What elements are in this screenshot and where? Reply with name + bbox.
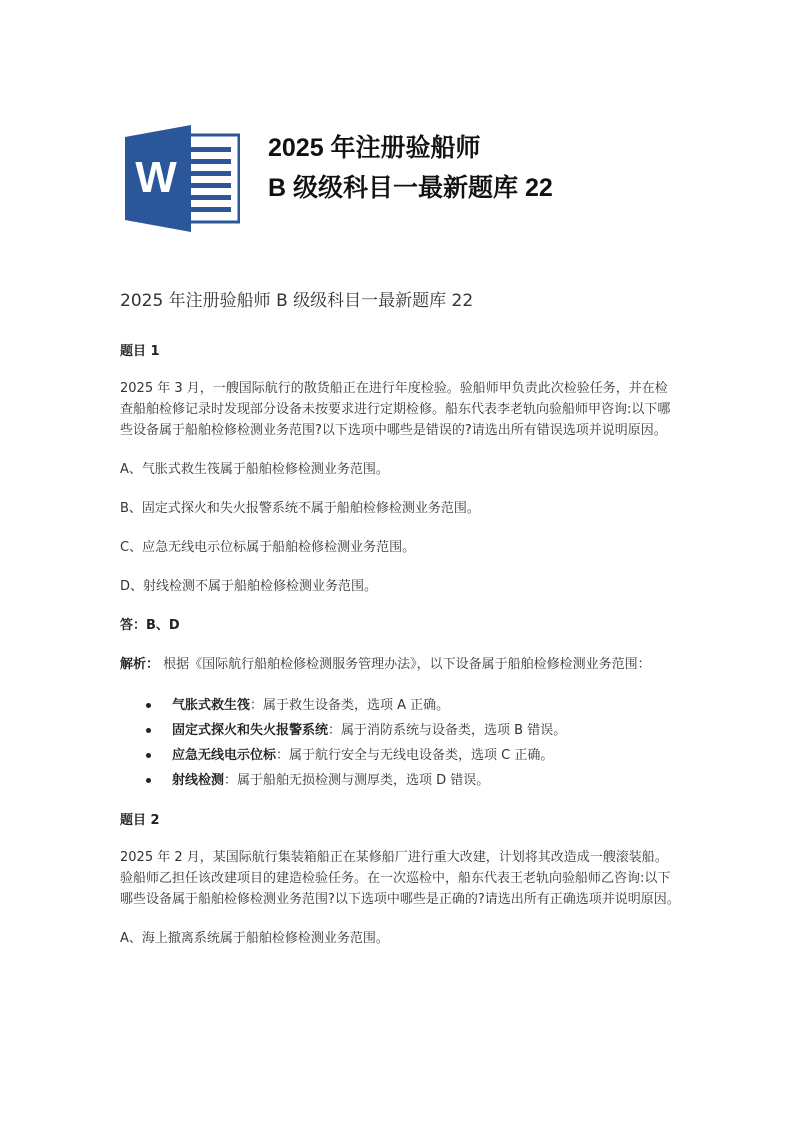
answer: 答：B、D — [120, 618, 180, 633]
list-item — [120, 693, 680, 718]
bullet-icon — [146, 778, 151, 783]
word-logo-icon — [125, 125, 240, 232]
bullet-text: ：属于救生设备类，选项 A 正确。 — [250, 698, 450, 713]
cover-section — [0, 0, 793, 260]
option-c: C、应急无线电示位标属于船舶检修检测业务范围。 — [120, 540, 416, 555]
bullet-icon — [146, 728, 151, 733]
cover-title-line1: 2025 年注册验船师 — [268, 134, 481, 162]
bullet-text: ：属于消防系统与设备类，选项 B 错误。 — [328, 723, 567, 738]
option-b: B、固定式探火和失火报警系统不属于船舶检修检测业务范围。 — [120, 501, 480, 516]
question-heading: 题目 2 — [120, 813, 160, 828]
question-heading: 题目 1 — [120, 344, 160, 359]
question-1 — [120, 342, 680, 793]
analysis — [120, 654, 680, 675]
analysis-bullet-list — [120, 693, 680, 793]
list-item — [120, 768, 680, 793]
option-d: D、射线检测不属于船舶检修检测业务范围。 — [120, 579, 378, 594]
cover-title — [268, 128, 553, 208]
list-item — [120, 718, 680, 743]
option-a: A、气胀式救生筏属于船舶检修检测业务范围。 — [120, 462, 389, 477]
analysis-text: 根据《国际航行船舶检修检测服务管理办法》，以下设备属于船舶检修检测业务范围： — [159, 657, 651, 672]
bullet-icon — [146, 703, 151, 708]
question-stem: 2025 年 3 月，一艘国际航行的散货船正在进行年度检验。验船师甲负责此次检验任务，并在检查船舶检修记录时发现部分设备未按要求进行定期检修。船东代表李老轨向验船师甲咨询:以下哪些设备属于船舶检修检测业务范围?以下选项中哪些是错误的?请选出所有错误选项并说明原因。 — [120, 381, 671, 438]
document-body — [120, 288, 680, 967]
question-2 — [120, 811, 680, 949]
bullet-term: 气胀式救生筏 — [172, 698, 251, 713]
analysis-label: 解析： — [120, 657, 160, 672]
bullet-term: 应急无线电示位标 — [172, 748, 277, 763]
bullet-icon — [146, 753, 151, 758]
option-a: A、海上撤离系统属于船舶检修检测业务范围。 — [120, 931, 389, 946]
bullet-text: ：属于航行安全与无线电设备类，选项 C 正确。 — [276, 748, 554, 763]
word-logo-letter: W — [135, 153, 177, 202]
list-item — [120, 743, 680, 768]
bullet-term: 固定式探火和失火报警系统 — [172, 723, 329, 738]
bullet-term: 射线检测 — [172, 773, 225, 788]
bullet-text: ：属于船舶无损检测与测厚类，选项 D 错误。 — [224, 773, 490, 788]
cover-title-line2: B 级级科目一最新题库 22 — [268, 174, 553, 202]
question-stem: 2025 年 2 月，某国际航行集装箱船正在某修船厂进行重大改建，计划将其改造成一艘滚装船。验船师乙担任该改建项目的建造检验任务。在一次巡检中，船东代表王老轨向验船师乙咨询:以下哪些设备属于船舶检修检测业务范围?以下选项中哪些是正确的?请选出所有正确选项并说明原因。 — [120, 850, 680, 907]
document-title: 2025 年注册验船师 B 级级科目一最新题库 22 — [120, 291, 474, 311]
